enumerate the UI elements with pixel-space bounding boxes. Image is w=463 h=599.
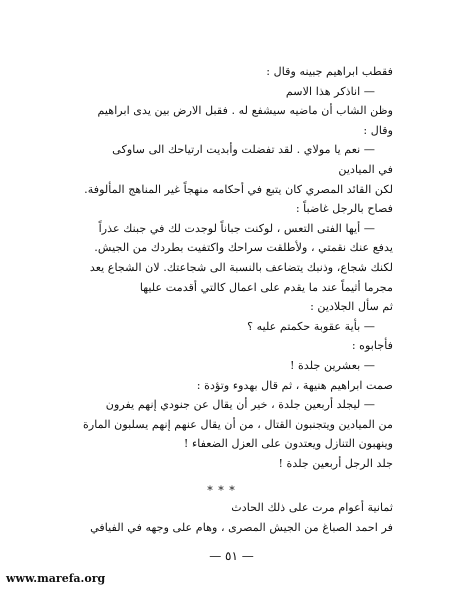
text-line: يدفع عنك نقمتي ، ولأطلقت سراحك واكتفيت بطردك من الجيش. xyxy=(94,241,393,255)
text-line: — ليجلد أربعين جلدة ، خير أن يقال عن جنودي إنهم يفرون xyxy=(105,398,375,412)
page-number: — ٥١ — xyxy=(209,549,254,563)
text-line: ثمانية أعوام مرت على ذلك الحادث xyxy=(231,501,393,515)
text-line: لكن القائد المصري كان يتبع في أحكامه منهجاً غير المناهج المألوفة. xyxy=(84,182,393,196)
text-line: — نعم يا مولاي . لقد تفضلت وأبديت ارتياحك الى ساوكى xyxy=(112,143,375,157)
text-line: — بأية عقوبة حكمتم عليه ؟ xyxy=(247,319,375,333)
text-line: صمت ابراهيم هنيهة ، ثم قال بهدوء وتؤدة : xyxy=(196,378,393,392)
section-separator: * * * xyxy=(207,484,236,498)
text-line: فأجابوه : xyxy=(351,339,393,353)
text-line: في الميادين xyxy=(338,162,393,176)
text-line: مجرما أثيماً عند ما يقدم على اعمال كالتي أقدمت عليها xyxy=(139,280,393,294)
closing-lines xyxy=(50,498,393,537)
text-line: ثم سأل الجلادين : xyxy=(310,300,393,314)
text-line: جلد الرجل أربعين جلدة ! xyxy=(278,456,393,470)
text-line: فر احمد الصباغ من الجيش المصرى ، وهام على وجهه في الفيافي xyxy=(90,521,393,535)
text-line: — بعشرين جلدة ! xyxy=(290,358,375,372)
text-line: فقطب ابراهيم جبينه وقال : xyxy=(266,65,393,78)
paragraph-lines xyxy=(50,62,393,473)
text-line: — أيها الفتى التعس ، لوكنت جباناً لوجدت لك في جبنك عذراً xyxy=(98,221,375,235)
text-line: وظن الشاب أن ماضيه سيشفع له . فقبل الارض بين يدى ابراهيم xyxy=(97,104,393,118)
text-line: من الميادين ويتجنبون القتال ، من أن يقال عنهم إنهم يسلبون المارة xyxy=(82,417,393,431)
page-body xyxy=(50,62,393,538)
text-line: فصاح بالرجل غاضباً : xyxy=(295,202,393,216)
text-line: وينهبون التنازل ويعتدون على العزل الضعفاء ! xyxy=(183,437,393,451)
text-line: وقال : xyxy=(363,123,393,137)
site-watermark: www.marefa.org xyxy=(6,572,106,585)
text-line: لكنك شجاع، وذنبك يتضاعف بالنسبة الى شجاعتك. لان الشجاع يعد xyxy=(89,260,393,274)
text-line: — اناذكر هذا الاسم xyxy=(285,84,375,98)
